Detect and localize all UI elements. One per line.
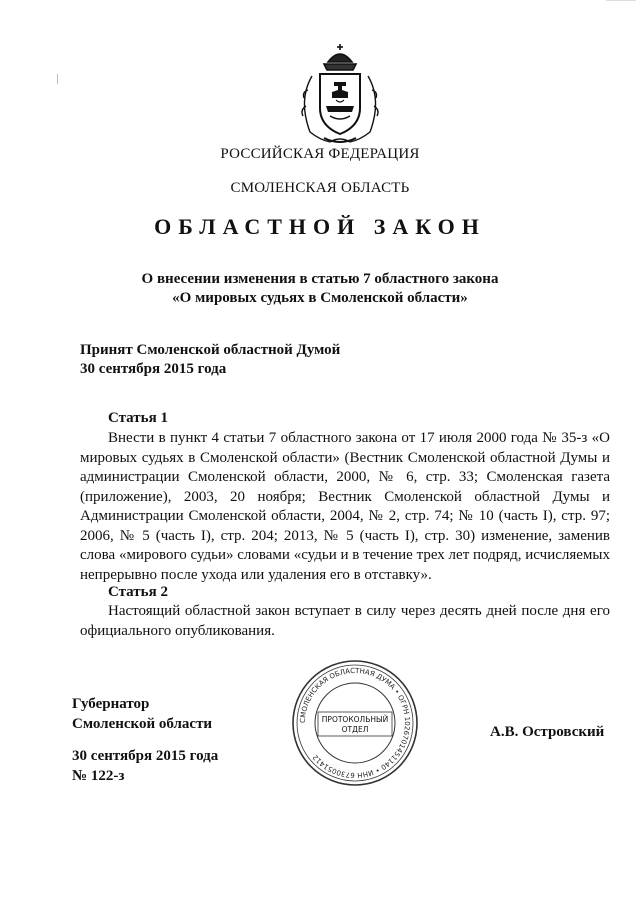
stamp-center-line1: ПРОТОКОЛЬНЫЙ [321, 715, 389, 724]
signing-date: 30 сентября 2015 года [72, 748, 219, 764]
stamp-ring-text: СМОЛЕНСКАЯ ОБЛАСТНАЯ ДУМА • ОГРН 1026701451140 • ИНН 6730051412 [298, 666, 412, 780]
signatory-position-line2: Смоленской области [72, 716, 213, 732]
article-1-text: Внести в пункт 4 статьи 7 областного закона от 17 июля 2000 года № 35-з «О мировых судьях в Смоленской области» (Вестник Смоленской областной Думы и администрации Смоленской области, 2000, № 6, стр. 33; Смоленская газета (приложение), 2003, 20 ноября; Вестник Смоленской областной Думы и Администрации Смоленской области, 2004, № 2, стр. 74; № 10 (часть I), стр. 97; 2006, № 5 (часть I), стр. 204; 2013, № 5 (часть I), стр. 30) изменение, заменив слова «мирового судьи» словами «судьи и в течение трех лет подряд, исчисляемых непрерывно после ухода или удаления его в отставку». [80, 430, 610, 583]
article-1-heading: Статья 1 [108, 410, 168, 426]
signatory-position-line1: Губернатор [72, 696, 150, 712]
adoption-info [80, 341, 340, 379]
scan-corner-mark [606, 0, 636, 1]
document-type-title: ОБЛАСТНОЙ ЗАКОН [154, 214, 486, 239]
signatory-name: А.В. Островский [490, 724, 605, 740]
coat-of-arms-emblem [290, 40, 390, 150]
header-region: СМОЛЕНСКАЯ ОБЛАСТЬ [230, 180, 410, 196]
signatory-position [72, 694, 212, 734]
adoption-line1: Принят Смоленской областной Думой [80, 342, 341, 358]
crown-icon [324, 44, 356, 70]
shield-icon [320, 74, 360, 134]
law-title-line2: «О мировых судьях в Смоленской области» [172, 290, 468, 306]
article-2-text: Настоящий областной закон вступает в силу через десять дней после дня его официального опубликования. [80, 603, 610, 639]
law-number: № 122-з [72, 768, 125, 784]
header-country: РОССИЙСКАЯ ФЕДЕРАЦИЯ [220, 146, 420, 162]
adoption-date: 30 сентября 2015 года [80, 361, 227, 377]
signing-info [72, 746, 218, 786]
law-title [0, 270, 640, 308]
scan-mark [57, 74, 58, 84]
official-stamp [290, 658, 420, 788]
stamp-center-line2: ОТДЕЛ [341, 725, 369, 734]
law-title-line1: О внесении изменения в статью 7 областного закона [141, 271, 499, 287]
article-2-heading: Статья 2 [108, 584, 168, 600]
